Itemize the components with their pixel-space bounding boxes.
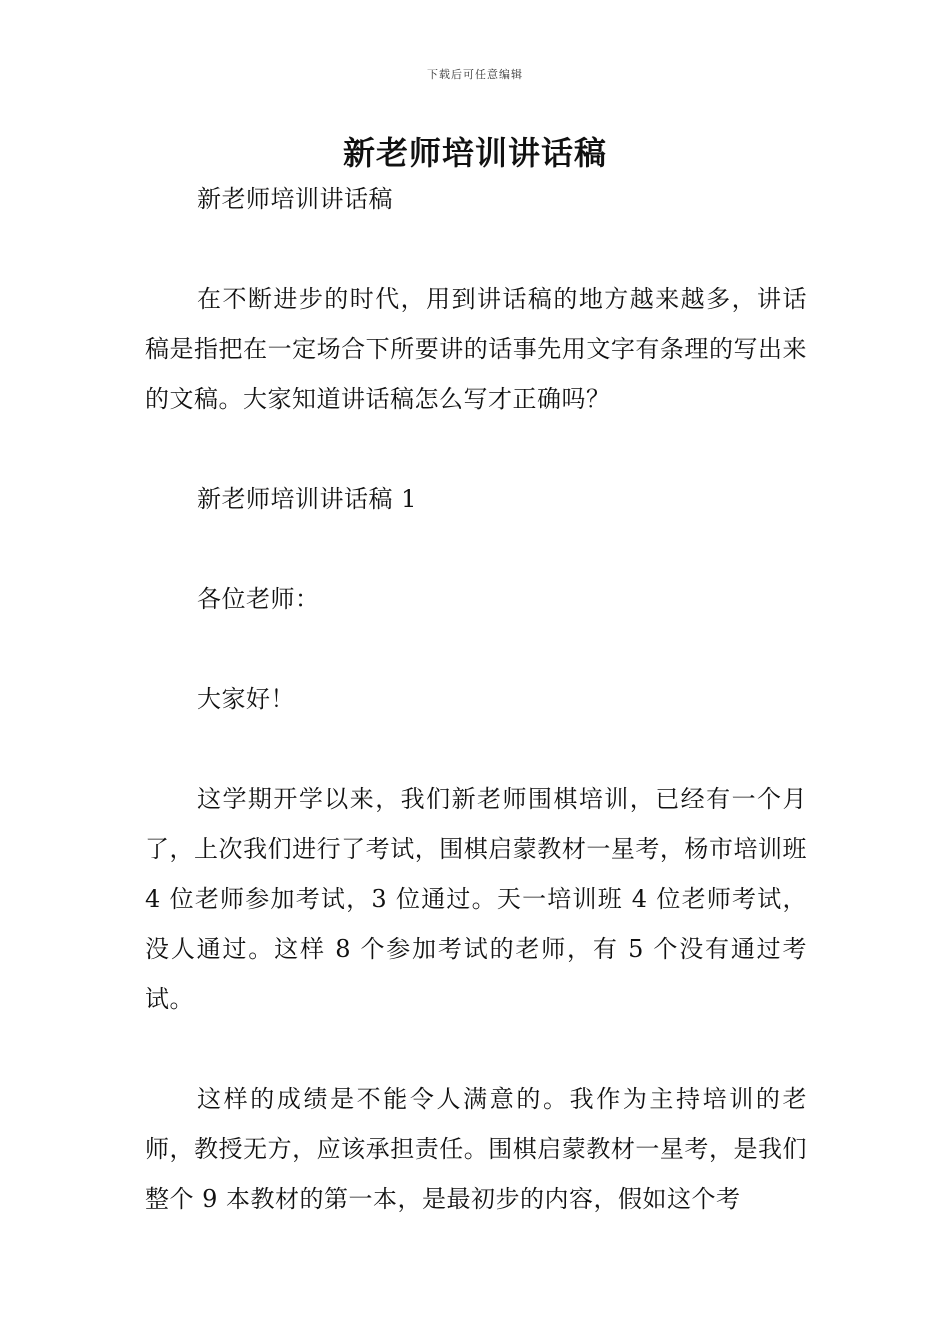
document-body-responsibility: [145, 1074, 807, 1224]
document-salutation: [145, 574, 807, 624]
page-header-note: 下载后可任意编辑: [427, 68, 523, 81]
paragraph-responsibility: 这样的成绩是不能令人满意的。我作为主持培训的老师，教授无方，应该承担责任。围棋启蒙教材一星考，是我们整个 9 本教材的第一本，是最初步的内容，假如这个考: [145, 1085, 807, 1213]
paragraph-intro: 在不断进步的时代，用到讲话稿的地方越来越多，讲话稿是指把在一定场合下所要讲的话事先用文字有条理的写出来的文稿。大家知道讲话稿怎么写才正确吗？: [145, 285, 807, 413]
document-body-subtitle: [145, 174, 807, 224]
paragraph-section-heading: 新老师培训讲话稿 1: [197, 485, 417, 513]
document-title: 新老师培训讲话稿: [342, 134, 607, 172]
paragraph-greeting: 大家好！: [197, 685, 295, 713]
paragraph-subtitle: 新老师培训讲话稿: [197, 185, 393, 213]
paragraph-exam-results: 这学期开学以来，我们新老师围棋培训，已经有一个月了，上次我们进行了考试，围棋启蒙教材一星考，杨市培训班 4 位老师参加考试，3 位通过。天一培训班 4 位老师考试，没人通过。这样 8 个参加考试的老师，有 5 个没有通过考试。: [145, 785, 807, 1013]
document-section-heading: [145, 474, 807, 524]
document-greeting: [145, 674, 807, 724]
document-body-exam: [145, 774, 807, 1024]
paragraph-salutation: 各位老师：: [197, 585, 320, 613]
document-body-intro: [145, 274, 807, 424]
